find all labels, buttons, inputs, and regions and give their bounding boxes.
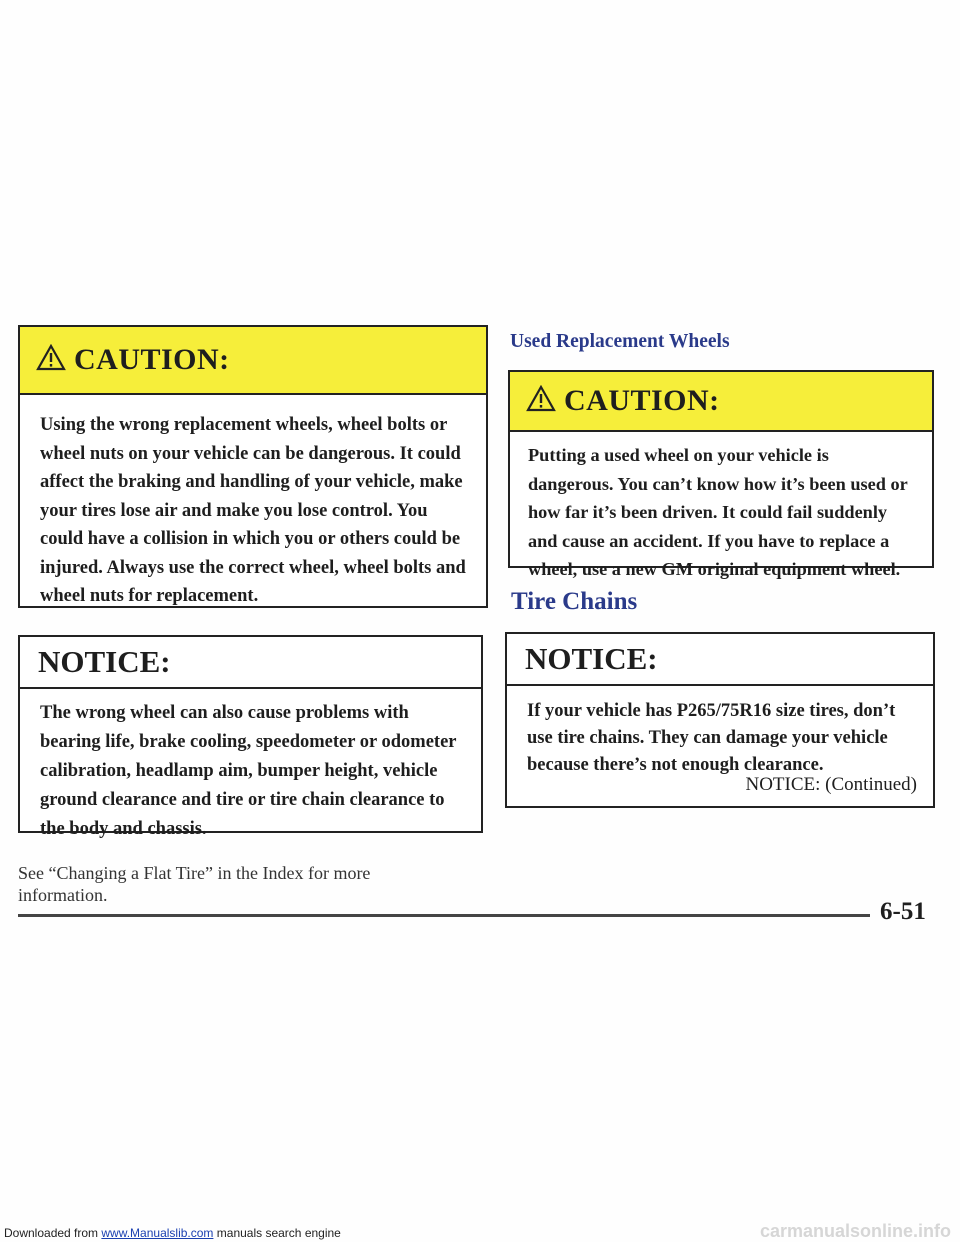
used-wheels-heading: Used Replacement Wheels <box>510 331 730 352</box>
right-caution-box <box>508 370 934 579</box>
left-notice-box <box>18 635 483 839</box>
tire-chains-heading: Tire Chains <box>511 588 638 615</box>
caution-text: Putting a used wheel on your vehicle is dangerous. You can’t know how it’s been used or how far it’s been driven. It could fail suddenly and cause an accident. If you have to replace a wheel, use a new GM original equipment wheel. <box>528 445 908 579</box>
warning-triangle-icon <box>36 344 66 376</box>
caution-header <box>20 327 486 395</box>
watermark: carmanualsonline.info <box>760 1221 952 1241</box>
see-more-text: See “Changing a Flat Tire” in the Index for more information. <box>18 863 371 905</box>
notice-label: NOTICE: <box>525 641 658 676</box>
download-header <box>4 1226 341 1240</box>
caution-label: CAUTION: <box>74 343 230 376</box>
notice-text: If your vehicle has P265/75R16 size tires, don’t use tire chains. They can damage your vehicle because there’s not enough clearance. <box>527 701 896 775</box>
notice-text: The wrong wheel can also cause problems with bearing life, brake cooling, speedometer or odometer calibration, headlamp aim, bumper height, vehicle ground clearance and tire or tire chain clearance to the body and chassis. <box>40 703 457 839</box>
footer-rule <box>18 914 870 917</box>
header-suffix: manuals search engine <box>213 1226 341 1240</box>
page-number: 6-51 <box>880 898 926 925</box>
caution-text: Using the wrong replacement wheels, wheel bolts or wheel nuts on your vehicle can be dangerous. It could affect the braking and handling of your vehicle, make your tires lose air and make you lose control. You could have a collision in which you or others could be injured. Always use the correct wheel, wheel bolts and wheel nuts for replacement. <box>40 415 466 606</box>
warning-triangle-icon <box>526 385 556 417</box>
left-caution-box <box>18 325 488 608</box>
notice-header <box>507 634 933 686</box>
header-prefix: Downloaded from <box>4 1226 102 1240</box>
notice-label: NOTICE: <box>38 644 171 679</box>
manualslib-link[interactable]: www.Manualslib.com <box>101 1226 214 1240</box>
notice-continued: NOTICE: (Continued) <box>745 774 917 795</box>
notice-header <box>20 637 481 689</box>
right-notice-box <box>505 632 935 808</box>
caution-header <box>510 372 932 432</box>
caution-label: CAUTION: <box>564 384 720 417</box>
